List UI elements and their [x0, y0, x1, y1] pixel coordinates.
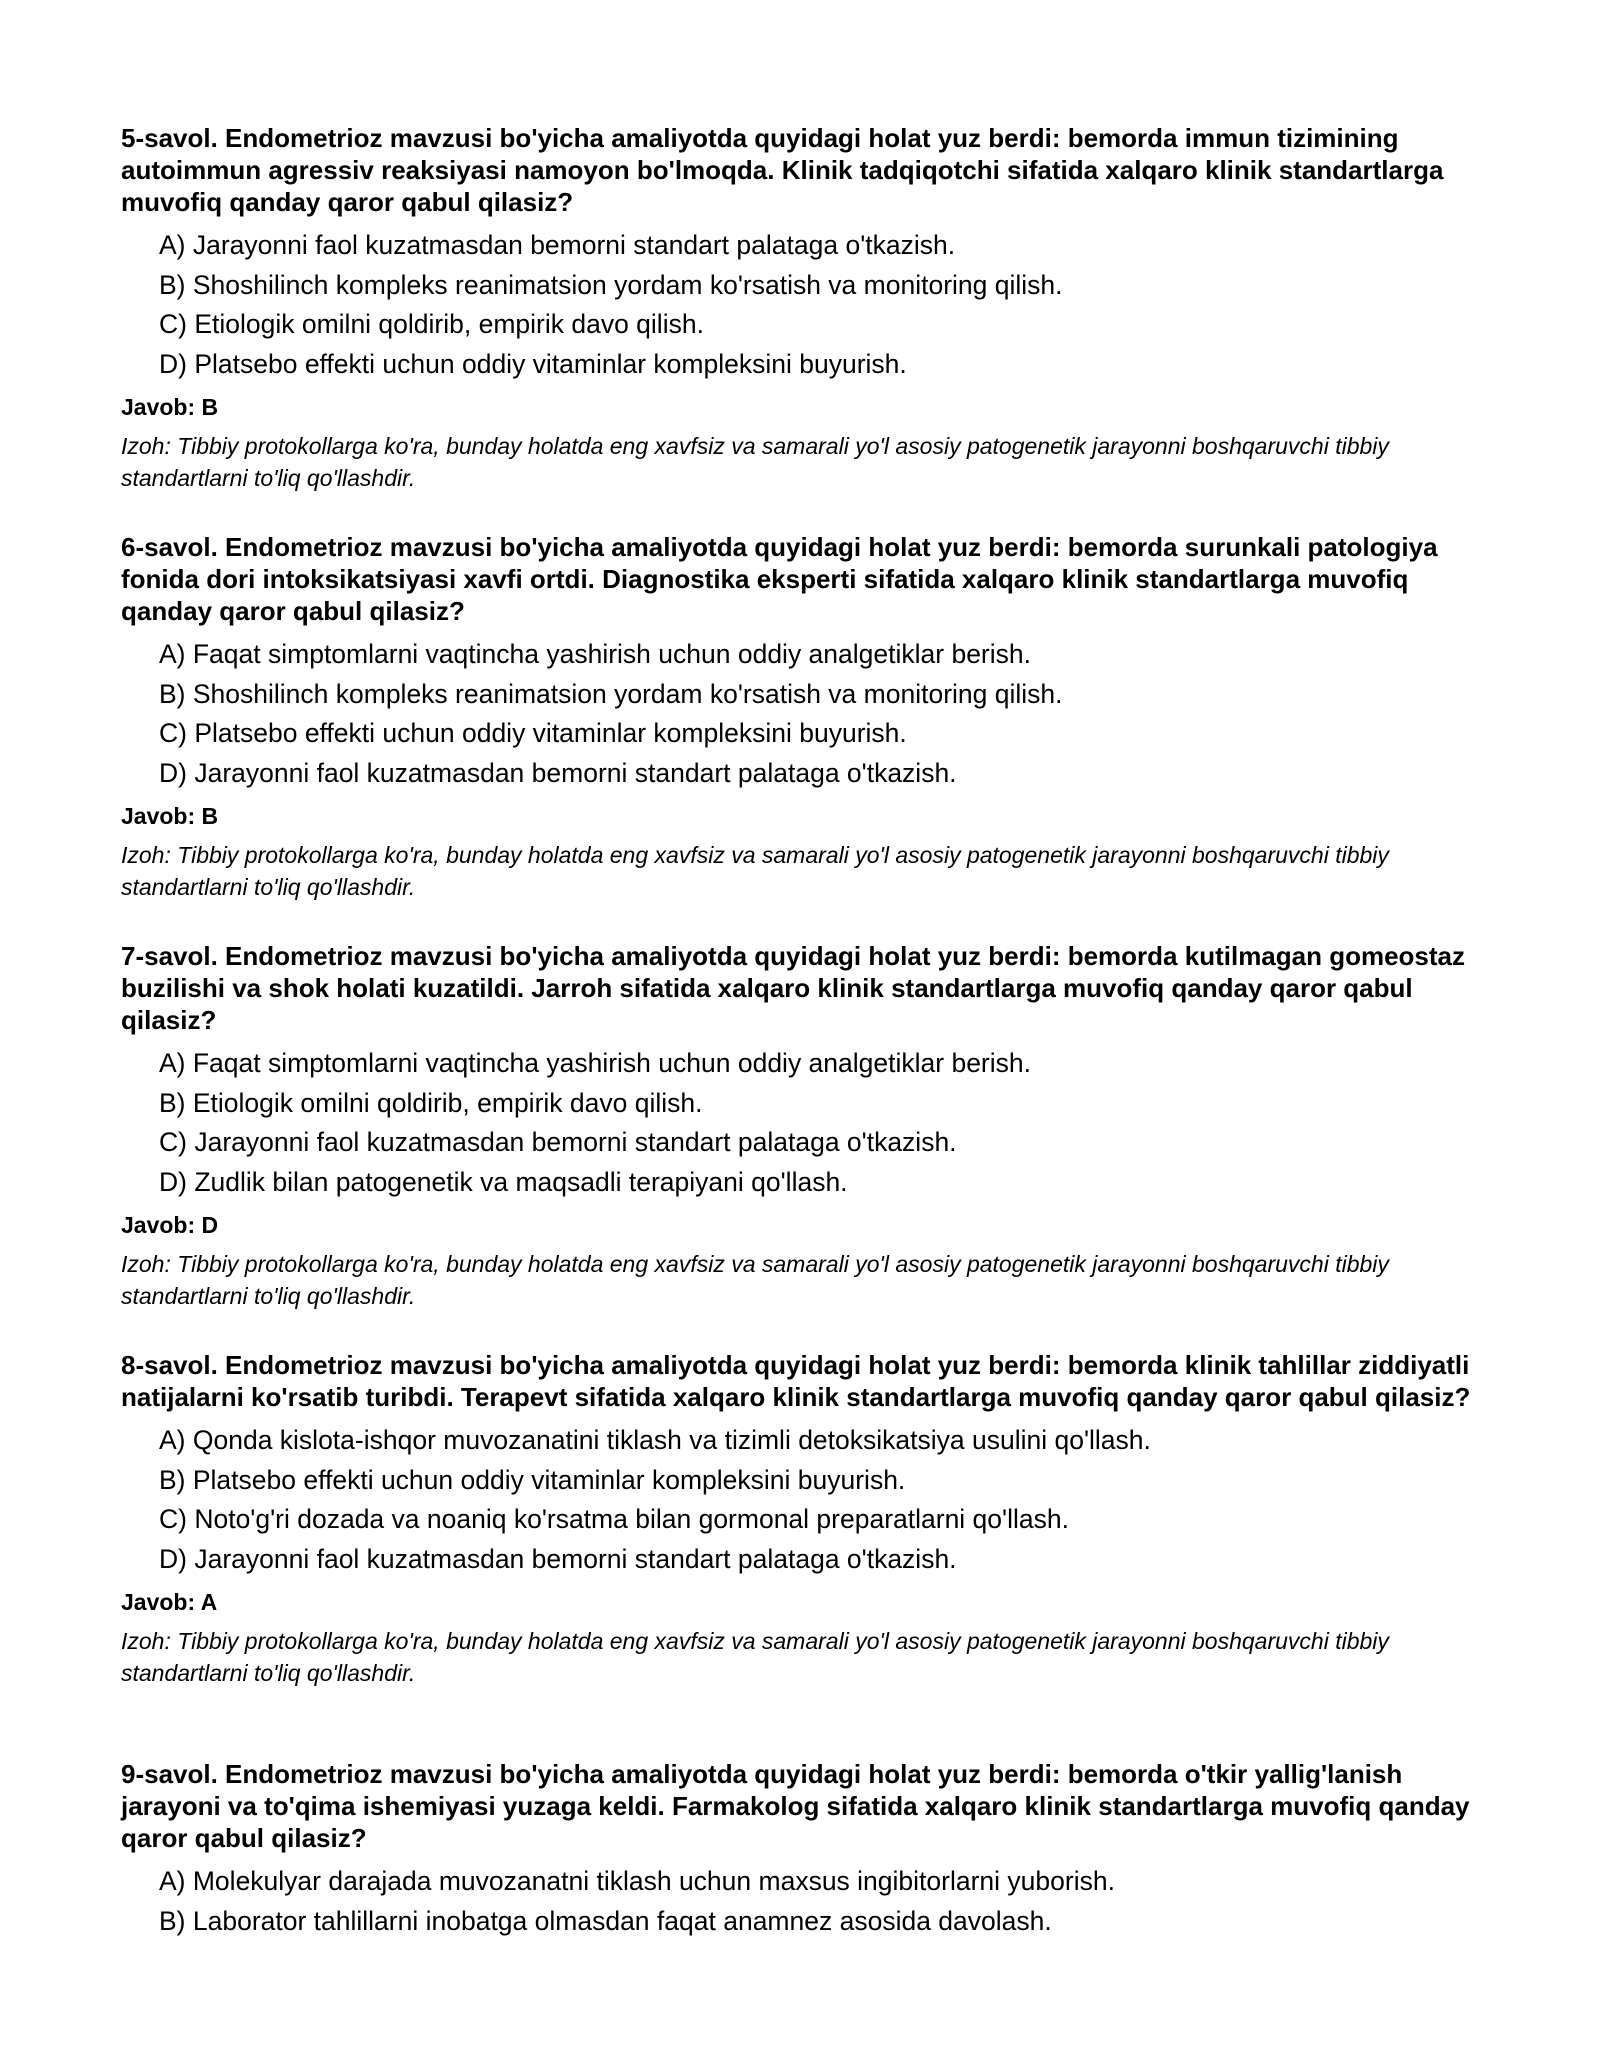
options-list [121, 1862, 1501, 1941]
option-a: A) Faqat simptomlarni vaqtincha yashirish uchun oddiy analgetiklar berish. [159, 639, 1031, 669]
option-c: C) Etiologik omilni qoldirib, empirik davo qilish. [159, 309, 704, 339]
option-a: A) Jarayonni faol kuzatmasdan bemorni standart palataga o'tkazish. [159, 230, 956, 260]
answer-line: Javob: A [121, 1589, 218, 1615]
explanation-note: Izoh: Tibbiy protokollarga ko'ra, bunday holatda eng xavfsiz va samarali yo'l asosiy patogenetik jarayonni boshqaruvchi tibbiy standartlarni to'liq qo'llashdir. [121, 433, 1389, 491]
question-title: 8-savol. Endometrioz mavzusi bo'yicha amaliyotda quyidagi holat yuz berdi: bemorda klinik tahlillar ziddiyatli natijalarni ko'rsatib turibdi. Terapevt sifatida xalqaro klinik standartlarga muvofiq qanday qaror qabul qilasiz? [121, 1350, 1471, 1412]
question-5 [121, 122, 1501, 494]
option-d: D) Jarayonni faol kuzatmasdan bemorni standart palataga o'tkazish. [159, 757, 957, 788]
option-a: A) Faqat simptomlarni vaqtincha yashirish uchun oddiy analgetiklar berish. [159, 1048, 1031, 1078]
option-d: D) Zudlik bilan patogenetik va maqsadli terapiyani qo'llash. [159, 1166, 848, 1197]
explanation-note: Izoh: Tibbiy protokollarga ko'ra, bunday holatda eng xavfsiz va samarali yo'l asosiy patogenetik jarayonni boshqaruvchi tibbiy standartlarni to'liq qo'llashdir. [121, 1251, 1389, 1309]
question-6 [121, 531, 1501, 903]
options-list [121, 635, 1501, 793]
option-a: A) Qonda kislota-ishqor muvozanatini tiklash va tizimli detoksikatsiya usulini qo'llash. [159, 1425, 1151, 1455]
options-list [121, 1044, 1501, 1202]
answer-line: Javob: B [121, 803, 219, 829]
options-list [121, 1421, 1501, 1579]
option-d: D) Jarayonni faol kuzatmasdan bemorni standart palataga o'tkazish. [159, 1543, 957, 1574]
explanation-note: Izoh: Tibbiy protokollarga ko'ra, bunday holatda eng xavfsiz va samarali yo'l asosiy patogenetik jarayonni boshqaruvchi tibbiy standartlarni to'liq qo'llashdir. [121, 842, 1389, 900]
answer-line: Javob: B [121, 394, 219, 420]
question-title: 6-savol. Endometrioz mavzusi bo'yicha amaliyotda quyidagi holat yuz berdi: bemorda surunkali patologiya fonida dori intoksikatsiyasi xavfi ortdi. Diagnostika eksperti sifatida xalqaro klinik standartlarga muvofiq qanday qaror qabul qilasiz? [121, 532, 1438, 626]
explanation-note: Izoh: Tibbiy protokollarga ko'ra, bunday holatda eng xavfsiz va samarali yo'l asosiy patogenetik jarayonni boshqaruvchi tibbiy standartlarni to'liq qo'llashdir. [121, 1628, 1389, 1686]
option-c: C) Platsebo effekti uchun oddiy vitaminlar kompleksini buyurish. [159, 718, 907, 748]
option-c: C) Jarayonni faol kuzatmasdan bemorni standart palataga o'tkazish. [159, 1127, 957, 1157]
option-b: B) Laborator tahlillarni inobatga olmasdan faqat anamnez asosida davolash. [159, 1905, 1052, 1936]
option-a: A) Molekulyar darajada muvozanatni tiklash uchun maxsus ingibitorlarni yuborish. [159, 1866, 1115, 1896]
answer-line: Javob: D [121, 1212, 219, 1238]
option-c: C) Noto'g'ri dozada va noaniq ko'rsatma bilan gormonal preparatlarni qo'llash. [159, 1504, 1069, 1534]
question-8 [121, 1349, 1501, 1689]
option-b: B) Platsebo effekti uchun oddiy vitaminlar kompleksini buyurish. [159, 1464, 906, 1495]
option-d: D) Platsebo effekti uchun oddiy vitaminlar kompleksini buyurish. [159, 348, 907, 379]
question-title: 5-savol. Endometrioz mavzusi bo'yicha amaliyotda quyidagi holat yuz berdi: bemorda immun tizimining autoimmun agressiv reaksiyasi namoyon bo'lmoqda. Klinik tadqiqotchi sifatida xalqaro klinik standartlarga muvofiq qanday qaror qabul qilasiz? [121, 123, 1444, 217]
question-title: 7-savol. Endometrioz mavzusi bo'yicha amaliyotda quyidagi holat yuz berdi: bemorda kutilmagan gomeostaz buzilishi va shok holati kuzatildi. Jarroh sifatida xalqaro klinik standartlarga muvofiq qanday qaror qabul qilasiz? [121, 941, 1466, 1035]
question-9 [121, 1758, 1501, 1941]
question-7 [121, 940, 1501, 1312]
option-b: B) Shoshilinch kompleks reanimatsion yordam ko'rsatish va monitoring qilish. [159, 678, 1063, 709]
option-b: B) Etiologik omilni qoldirib, empirik davo qilish. [159, 1087, 703, 1118]
options-list [121, 226, 1501, 384]
option-b: B) Shoshilinch kompleks reanimatsion yordam ko'rsatish va monitoring qilish. [159, 269, 1063, 300]
question-title: 9-savol. Endometrioz mavzusi bo'yicha amaliyotda quyidagi holat yuz berdi: bemorda o'tkir yallig'lanish jarayoni va to'qima ishemiyasi yuzaga keldi. Farmakolog sifatida xalqaro klinik standartlarga muvofiq qanday qaror qabul qilasiz? [121, 1759, 1470, 1853]
